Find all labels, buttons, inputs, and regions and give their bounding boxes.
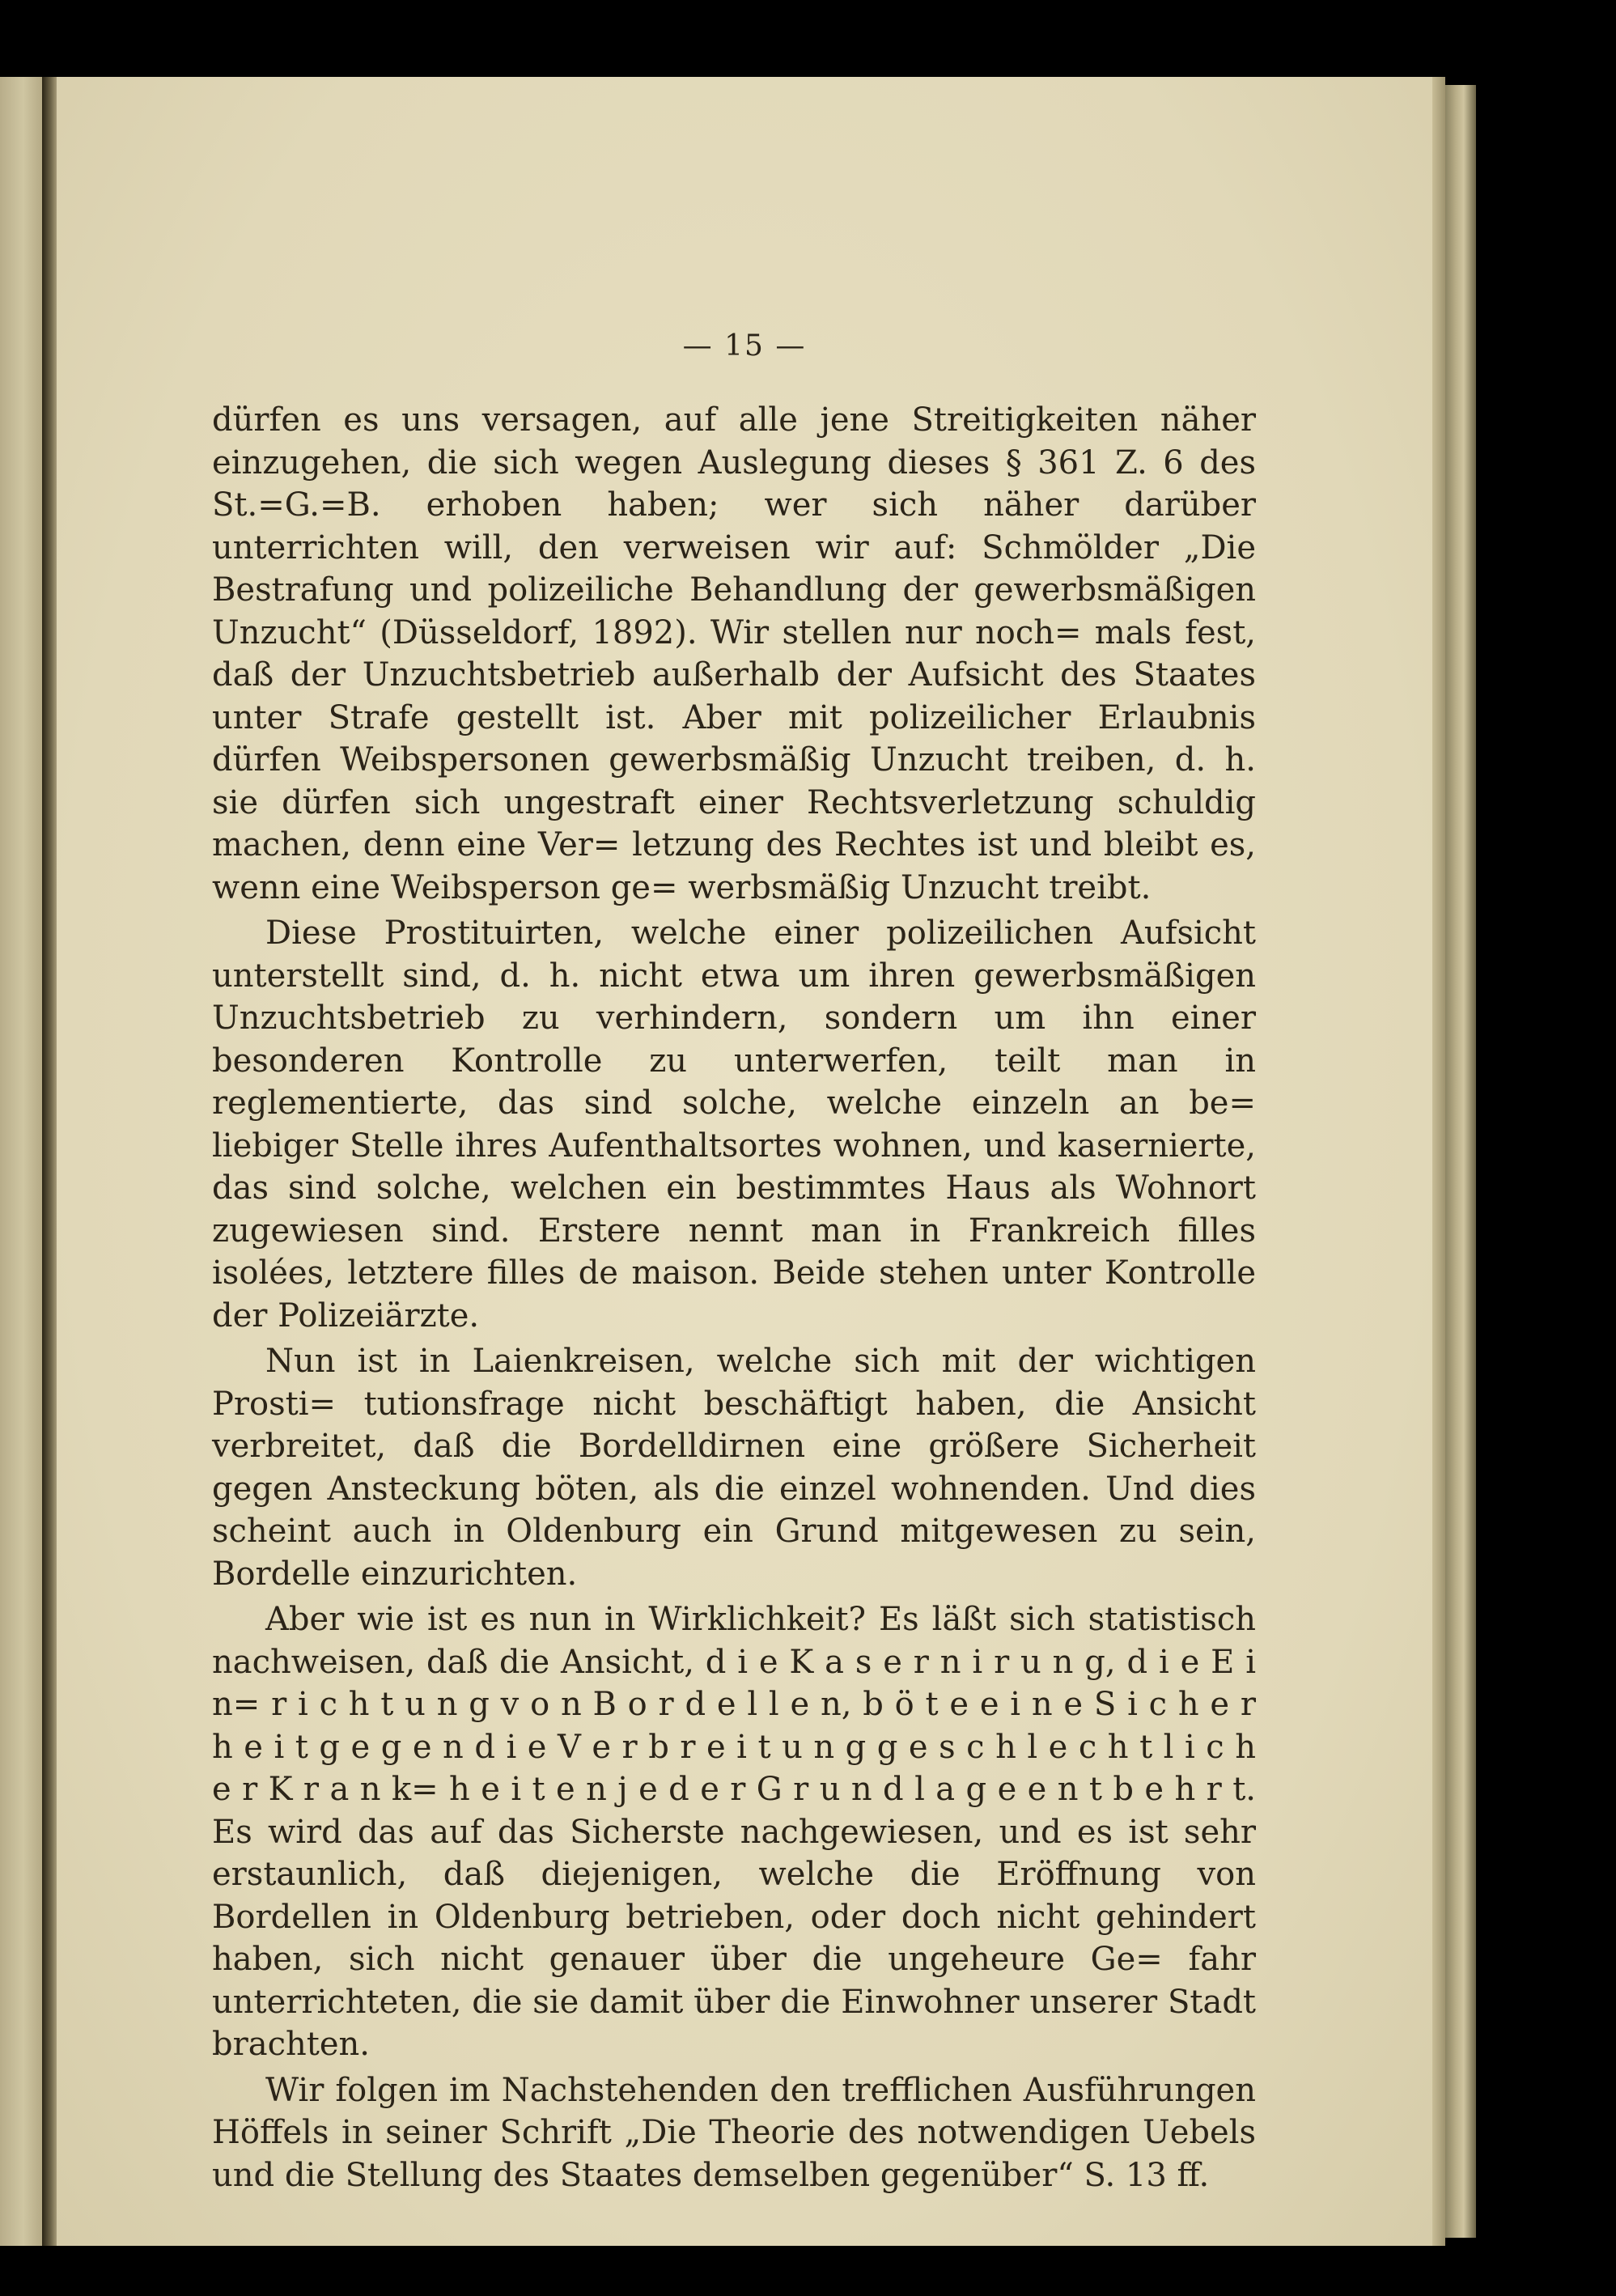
paragraph-5: Wir folgen im Nachstehenden den trefflichen Ausführungen Höffels in seiner Schrift „Die Theorie des notwendigen Uebels und die Stellung des Staates demselben gegenüber“ S. 13 ff. (212, 2071, 1256, 2194)
paragraph-3: Nun ist in Laienkreisen, welche sich mit der wichtigen Prosti= tutionsfrage nicht beschäftigt haben, die Ansicht verbreitet, daß die Bordelldirnen eine größere Sicherheit gegen Ansteckung böten, als die einzel wohnenden. Und dies scheint auch in Oldenburg ein Grund mitgewesen zu sein, Bordelle einzurichten. (212, 1343, 1256, 1593)
page-edge-shadow (1432, 77, 1445, 2246)
book-cover-edge (1445, 85, 1476, 2238)
left-page-edge (0, 77, 42, 2246)
paragraph-2: Diese Prostituirten, welche einer polizeilichen Aufsicht unterstellt sind, d. h. nicht etwa um ihren gewerbsmäßigen Unzuchtsbetrieb zu verhindern, sondern um ihn einer besonderen Kontrolle zu unterwerfen, teilt man in reglementierte, das sind solche, welche einzeln an be= liebiger Stelle ihres Aufenthaltsortes wohnen, und kasernierte, das sind solche, welchen ein bestimmtes Haus als Wohnort zugewiesen sind. Erstere nennt man in Frankreich filles isolées, letztere filles de maison. Beide stehen unter Kontrolle der Polizeiärzte. (212, 915, 1256, 1335)
page-number: — 15 — (682, 329, 807, 363)
page-body (212, 399, 1256, 2196)
book-page (57, 77, 1432, 2246)
book-spine (42, 77, 57, 2246)
paragraph-1: dürfen es uns versagen, auf alle jene Streitigkeiten näher einzugehen, die sich wegen Auslegung dieses § 361 Z. 6 des St.=G.=B. erhoben haben; wer sich näher darüber unterrichten will, den verweisen wir auf: Schmölder „Die Bestrafung und polizeiliche Behandlung der gewerbsmäßigen Unzucht“ (Düsseldorf, 1892). Wir stellen nur noch= mals fest, daß der Unzuchtsbetrieb außerhalb der Aufsicht des Staates unter Strafe gestellt ist. Aber mit polizeilicher Erlaubnis dürfen Weibspersonen gewerbsmäßig Unzucht treiben, d. h. sie dürfen sich ungestraft einer Rechtsverletzung schuldig machen, denn eine Ver= letzung des Rechtes ist und bleibt es, wenn eine Weibsperson ge= werbsmäßig Unzucht treibt. (212, 401, 1256, 906)
paragraph-4: Aber wie ist es nun in Wirklichkeit? Es läßt sich statistisch nachweisen, daß die Ansicht, d i e K a s e r n i r u n g, d i e E i n= r i c h t u n g v o n B o r d e l l e n, b ö t e e i n e S i c h e r h e i t g e g e n d i e V e r b r e i t u n g g e s c h l e c h t l i c h e r K r a n k= h e i t e n j e d e r G r u n d l a g e e n t b e h r t. Es wird das auf das Sicherste nachgewiesen, und es ist sehr erstaunlich, daß diejenigen, welche die Eröffnung von Bordellen in Oldenburg betrieben, oder doch nicht gehindert haben, sich nicht genauer über die ungeheure Ge= fahr unterrichteten, die sie damit über die Einwohner unserer Stadt brachten. (212, 1601, 1256, 2063)
